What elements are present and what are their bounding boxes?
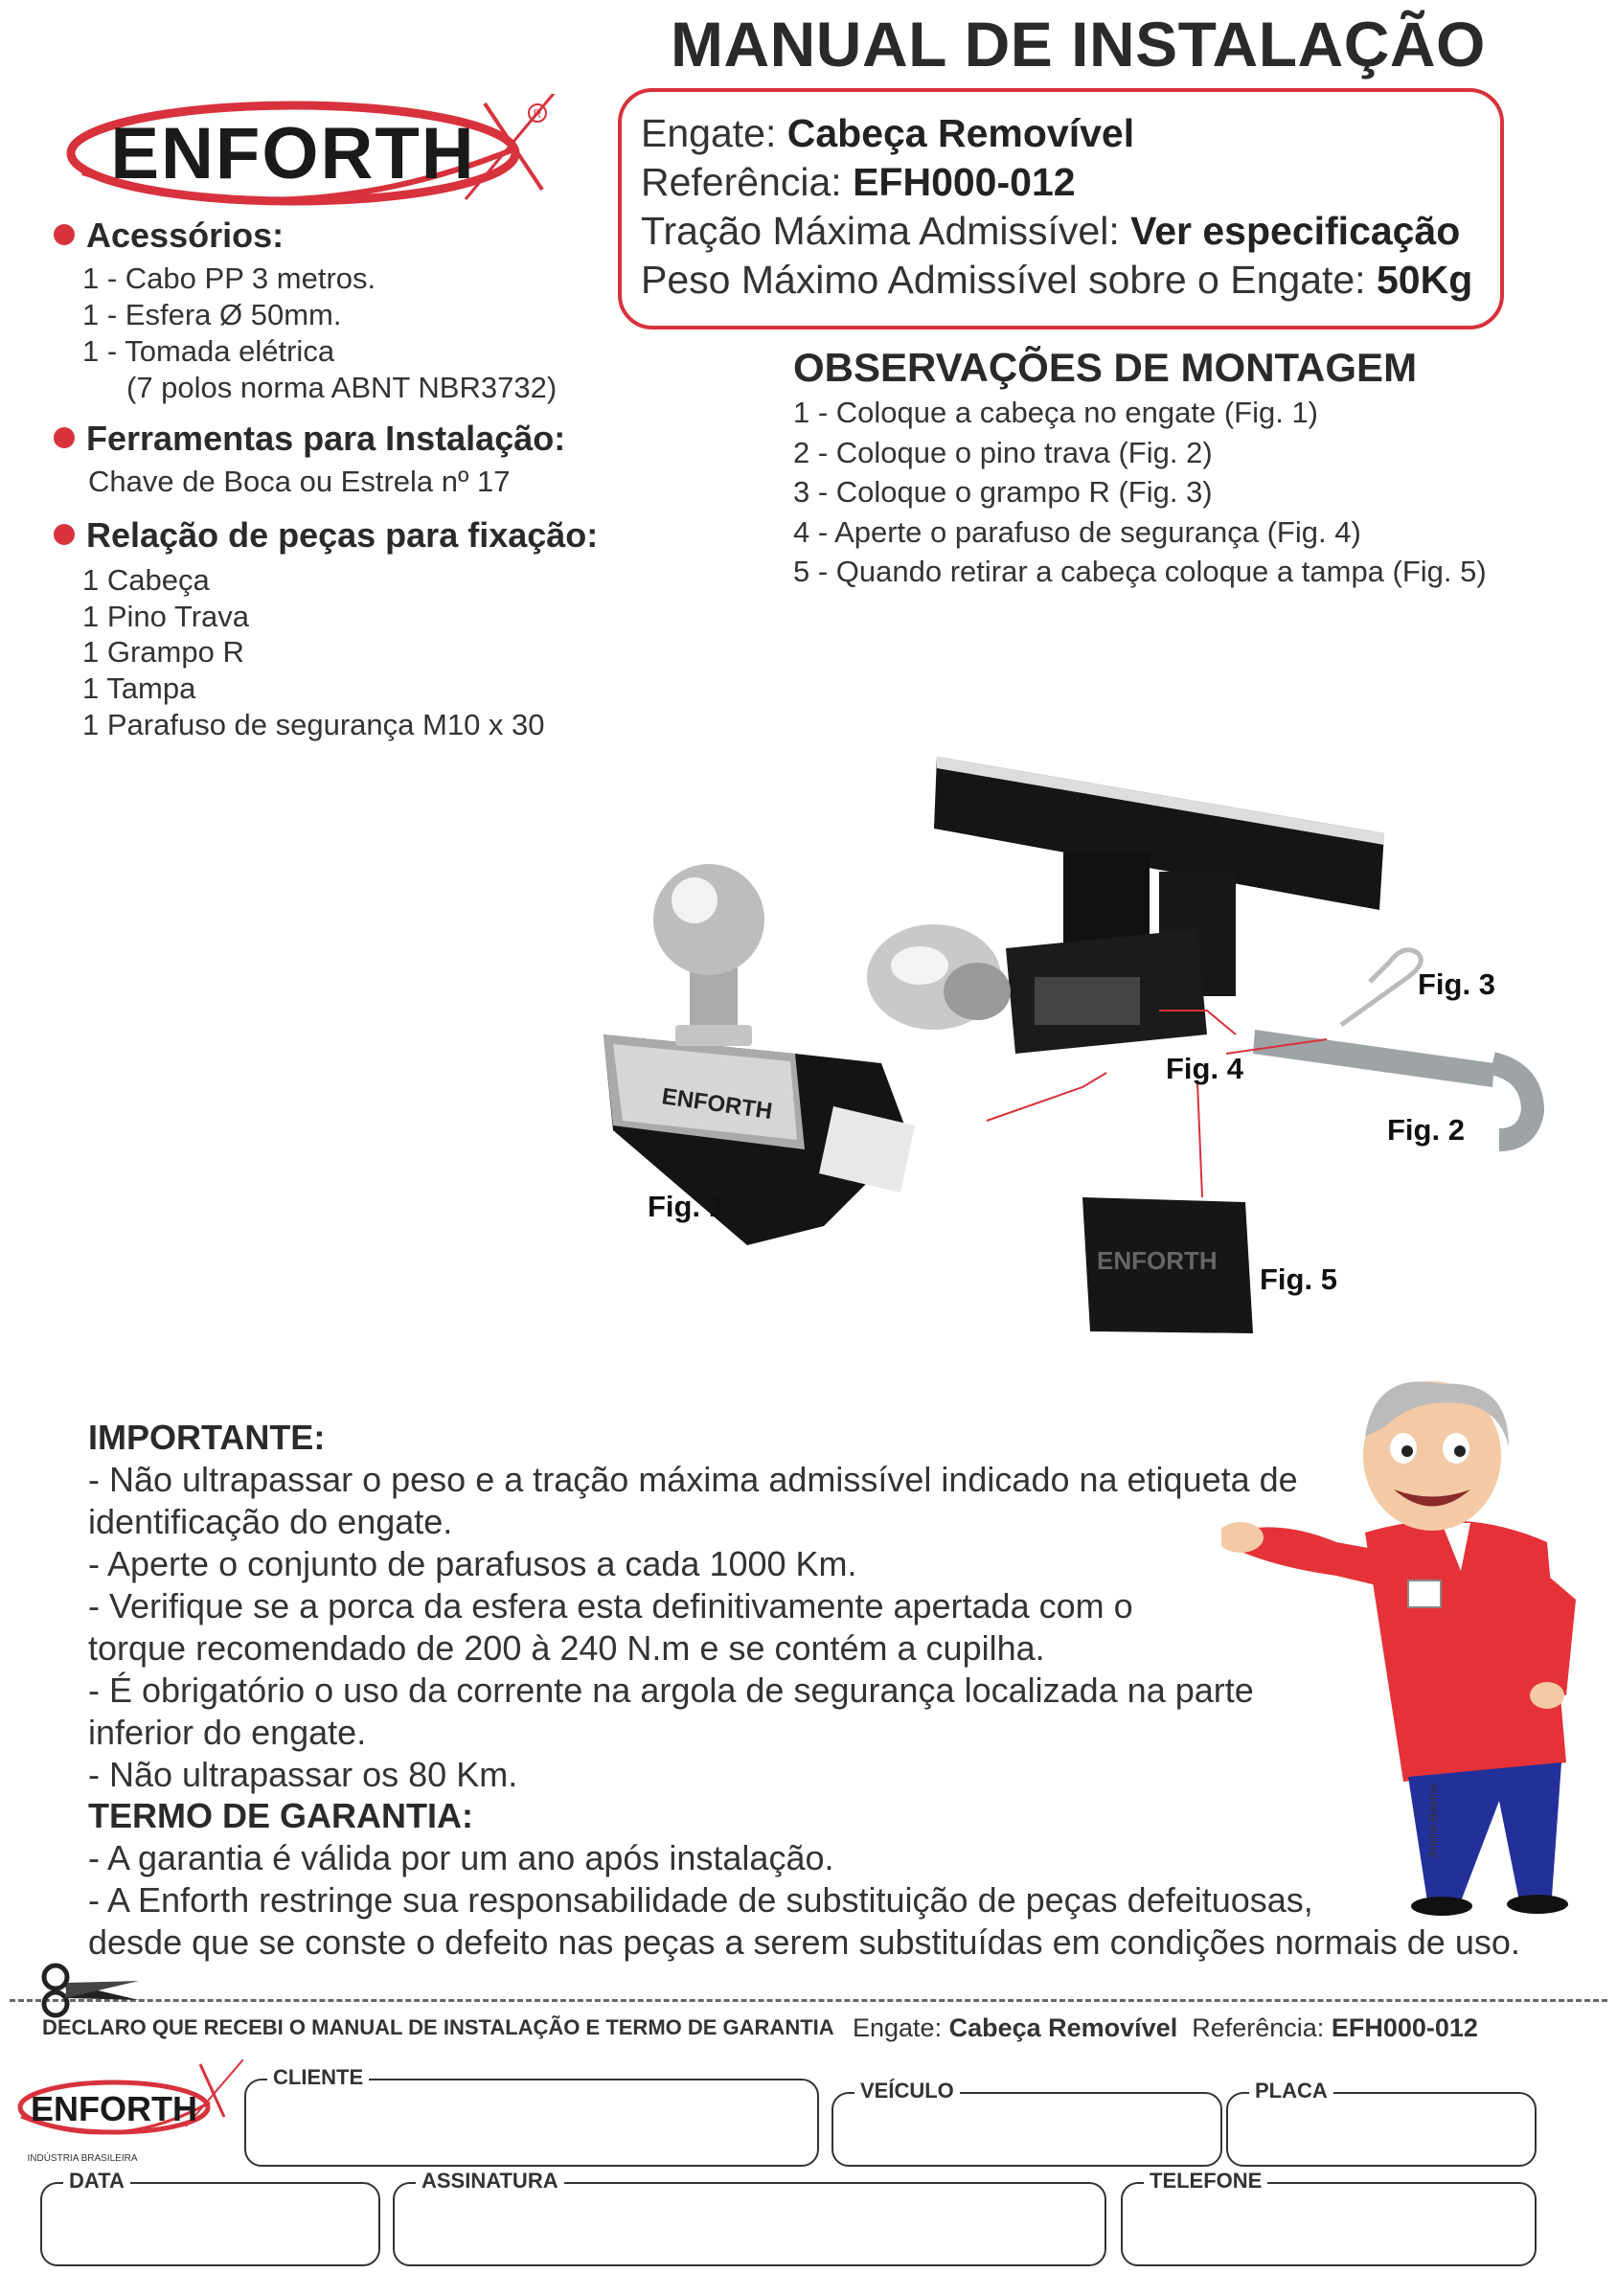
svg-text:R: R (533, 107, 542, 121)
importante-line: identificação do engate. (88, 1502, 453, 1541)
assinatura-label: ASSINATURA (416, 2169, 564, 2194)
importante-line: - Verifique se a porca da esfera esta definitivamente apertada com o (88, 1586, 1133, 1625)
pecas-heading: Relação de peças para fixação: (54, 515, 598, 556)
spec-referencia: Referência: EFH000-012 (641, 160, 1076, 204)
list-item: 1 - Tomada elétrica (82, 334, 335, 368)
list-item: 1 Parafuso de segurança M10 x 30 (82, 708, 545, 741)
fig2-label: Fig. 2 (1387, 1113, 1465, 1147)
assinatura-field[interactable] (393, 2169, 1106, 2266)
garantia-line: desde que se conste o defeito nas peças a serem substituídas em condições normais de uso. (88, 1922, 1520, 1962)
product-illustration (584, 747, 1552, 1351)
form-product-info: Engate: Cabeça Removível Referência: EFH000-012 (853, 2013, 1478, 2042)
ferramentas-heading: Ferramentas para Instalação: (54, 419, 565, 459)
importante-line: - Não ultrapassar os 80 Km. (88, 1755, 518, 1794)
list-item: 1 Tampa (82, 671, 196, 705)
svg-text:ENFORTH: ENFORTH (31, 2089, 197, 2128)
importante-line: - Aperte o conjunto de parafusos a cada 1000 Km. (88, 1544, 857, 1583)
placa-field[interactable] (1226, 2079, 1537, 2167)
bullet-dot-icon (54, 224, 75, 245)
importante-line: - É obrigatório o uso da corrente na argola de segurança localizada na parte (88, 1671, 1254, 1710)
garantia-heading: TERMO DE GARANTIA: (88, 1796, 473, 1835)
placa-label: PLACA (1249, 2079, 1333, 2103)
veiculo-field[interactable] (831, 2079, 1222, 2167)
list-item: 1 - Esfera Ø 50mm. (82, 298, 342, 331)
telefone-label: TELEFONE (1144, 2169, 1267, 2194)
fig3-label: Fig. 3 (1418, 967, 1495, 1001)
spec-engate: Engate: Cabeça Removível (641, 111, 1135, 155)
enforth-small-logo (13, 2059, 243, 2170)
list-item: 1 Pino Trava (82, 600, 250, 633)
bullet-dot-icon (54, 427, 75, 448)
garantia-line: - A Enforth restringe sua responsabilidade de substituição de peças defeituosas, (88, 1880, 1313, 1920)
fig4-label: Fig. 4 (1166, 1052, 1243, 1085)
spec-peso: Peso Máximo Admissível sobre o Engate: 50Kg (641, 258, 1473, 302)
list-item: 1 Cabeça (82, 563, 210, 597)
importante-line: - Não ultrapassar o peso e a tração máxima admissível indicado na etiqueta de (88, 1460, 1298, 1499)
svg-text:INDÚSTRIA BRASILEIRA: INDÚSTRIA BRASILEIRA (27, 2153, 138, 2164)
garantia-line: - A garantia é válida por um ano após instalação. (88, 1838, 834, 1877)
mascot-signature: André Bastos (1425, 1783, 1440, 1858)
list-item: 2 - Coloque o pino trava (Fig. 2) (793, 436, 1213, 469)
observacoes-heading: OBSERVAÇÕES DE MONTAGEM (793, 345, 1418, 390)
list-item: Chave de Boca ou Estrela nº 17 (88, 465, 511, 498)
page-title: MANUAL DE INSTALAÇÃO (671, 9, 1486, 80)
acessorios-heading: Acessórios: (54, 216, 284, 256)
data-label: DATA (63, 2169, 130, 2194)
list-item: 4 - Aperte o parafuso de segurança (Fig. 4) (793, 515, 1361, 549)
list-item: 1 Grampo R (82, 635, 244, 669)
mascot-illustration (1221, 1379, 1605, 1916)
declaration-text: DECLARO QUE RECEBI O MANUAL DE INSTALAÇÃO E TERMO DE GARANTIA (42, 2015, 834, 2039)
list-item: 1 - Cabo PP 3 metros. (82, 261, 376, 295)
importante-line: torque recomendado de 200 à 240 N.m e se contém a cupilha. (88, 1628, 1045, 1668)
spec-tracao: Tração Máxima Admissível: Ver especificação (641, 209, 1461, 253)
importante-line: inferior do engate. (88, 1713, 367, 1752)
cut-line (10, 1999, 1607, 2002)
importante-heading: IMPORTANTE: (88, 1418, 326, 1457)
bullet-dot-icon (54, 524, 75, 545)
fig1-label: Fig. 1 (648, 1190, 725, 1223)
list-item: 1 - Coloque a cabeça no engate (Fig. 1) (793, 396, 1319, 429)
list-item: 5 - Quando retirar a cabeça coloque a tampa (Fig. 5) (793, 555, 1487, 588)
list-item: (7 polos norma ABNT NBR3732) (126, 371, 558, 404)
list-item: 3 - Coloque o grampo R (Fig. 3) (793, 475, 1213, 509)
telefone-field[interactable] (1121, 2169, 1537, 2266)
brand-wordmark: ENFORTH (110, 113, 476, 194)
fig5-label: Fig. 5 (1260, 1262, 1337, 1296)
cliente-field[interactable] (244, 2065, 819, 2167)
cover-logo-text: ENFORTH (1097, 1246, 1218, 1275)
spec-box (618, 88, 1504, 330)
data-field[interactable] (40, 2169, 380, 2266)
head-logo-text: ENFORTH (660, 1083, 774, 1125)
veiculo-label: VEÍCULO (854, 2079, 960, 2103)
cliente-label: CLIENTE (267, 2065, 369, 2090)
